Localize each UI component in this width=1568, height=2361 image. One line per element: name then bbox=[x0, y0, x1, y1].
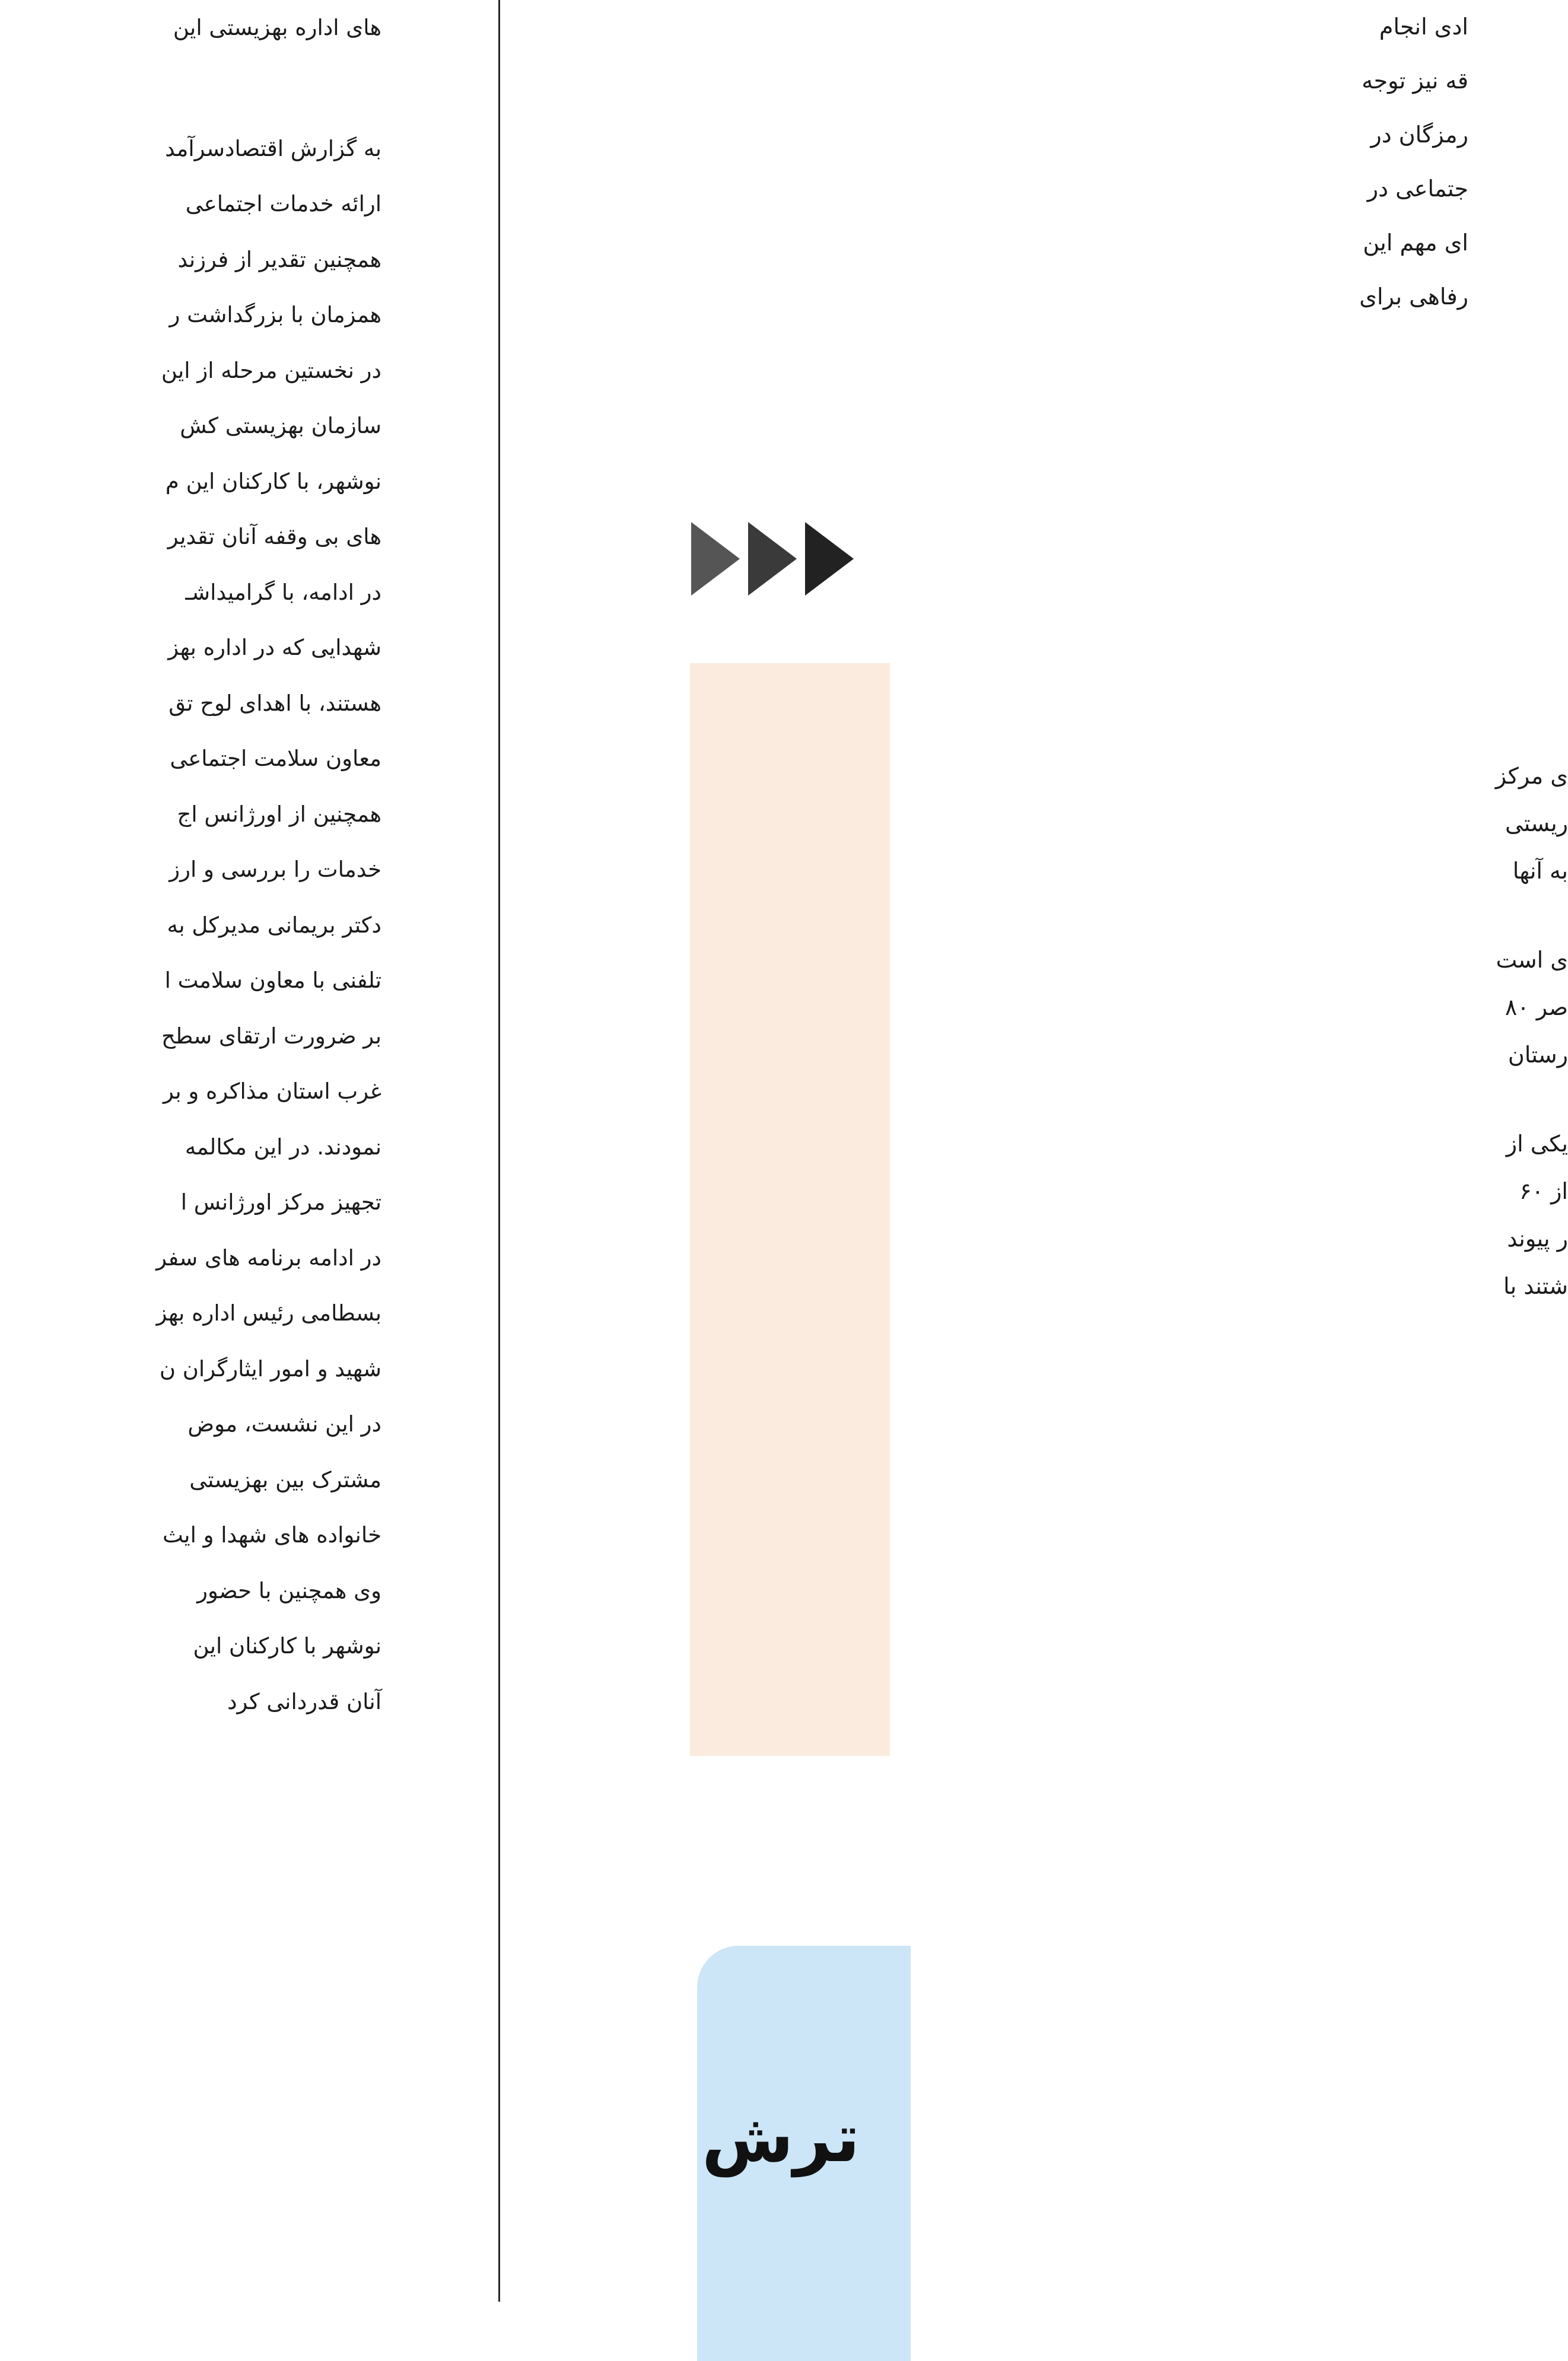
left-article-line: آنان قدردانی کرد bbox=[227, 1688, 381, 1714]
left-top-line: های اداره بهزیستی این bbox=[173, 15, 381, 40]
arrow-right-icon bbox=[691, 522, 740, 596]
left-article-line: نوشهر با کارکنان این bbox=[193, 1633, 381, 1659]
arrow-right-icon bbox=[748, 522, 797, 596]
left-column bbox=[0, 0, 495, 2302]
arrow-right-icon bbox=[805, 522, 854, 596]
left-article-line: تجهیز مرکز اورژانس ا bbox=[180, 1189, 381, 1215]
right-article-line: رفاهی برای bbox=[1359, 284, 1468, 310]
left-article-line: شهدایی که در اداره بهز bbox=[168, 635, 381, 660]
left-article-line: همچنین تقدیر از فرزند bbox=[177, 246, 381, 272]
left-article-line: نوشهر، با کارکنان این م bbox=[165, 468, 381, 494]
left-article-line: دکتر بریمانی مدیرکل به bbox=[167, 912, 381, 938]
left-article-line: وی همچنین با حضور bbox=[197, 1577, 381, 1603]
highlight-box-line: رستان bbox=[1507, 1042, 1568, 1068]
left-article-line: در نخستین مرحله از این bbox=[161, 357, 381, 383]
right-article-line: قه نیز توجه bbox=[1362, 68, 1468, 94]
left-article-line: مشترک بین بهزیستی bbox=[189, 1466, 381, 1493]
left-article-line: هستند، با اهدای لوح تق bbox=[168, 690, 381, 716]
left-article-line: ارائه خدمات اجتماعی bbox=[185, 191, 381, 217]
highlight-box-line: ریستی bbox=[1505, 810, 1568, 836]
left-article-line: بر ضرورت ارتقای سطح bbox=[161, 1023, 381, 1049]
highlight-box bbox=[690, 663, 1568, 1756]
right-article-line: رمزگان در bbox=[1370, 122, 1468, 148]
highlight-box-line: ی مرکز bbox=[1495, 763, 1568, 789]
right-article-line: ای مهم این bbox=[1363, 230, 1468, 256]
left-article-line: بسطامی رئیس اداره بهز bbox=[156, 1300, 381, 1326]
left-article bbox=[0, 0, 495, 1729]
left-article-line: خانواده های شهدا و ایث bbox=[162, 1522, 381, 1548]
left-article-line: در ادامه برنامه های سفر bbox=[156, 1245, 381, 1271]
left-article-line: به گزارش اقتصادسرآمد bbox=[165, 135, 381, 161]
left-article-line: معاون سلامت اجتماعی bbox=[170, 746, 381, 771]
highlight-box-line: ی است bbox=[1496, 947, 1568, 973]
highlight-box-line: شتند با bbox=[1503, 1273, 1568, 1299]
left-article-line: سازمان بهزیستی کش bbox=[180, 413, 381, 438]
left-article-line: در این نشست، موض bbox=[187, 1411, 381, 1437]
left-article-line: تلفنی با معاون سلامت ا bbox=[164, 968, 381, 993]
left-article-line: خدمات را بررسی و ارز bbox=[169, 857, 381, 882]
headline-fragment: ترش bbox=[702, 2100, 860, 2177]
left-article-line: در ادامه، با گرامیداشـ bbox=[185, 579, 381, 605]
highlight-box-line: از ۶۰ bbox=[1519, 1178, 1568, 1204]
left-article-line: های بی وقفه آنان تقدیر bbox=[167, 524, 381, 549]
left-article-line: غرب استان مذاکره و بر bbox=[163, 1078, 381, 1104]
left-article-line: نمودند. در این مکالمه bbox=[185, 1134, 381, 1160]
highlight-box-line: صر ۸۰ bbox=[1505, 994, 1568, 1020]
highlight-box-text bbox=[737, 752, 1568, 1310]
right-article-line: ادی انجام bbox=[1379, 14, 1468, 40]
left-article-line: همچنین از اورژانس اج bbox=[177, 801, 381, 827]
right-article-line: جتماعی در bbox=[1367, 176, 1468, 202]
left-article-line: همزمان با بزرگداشت ر bbox=[169, 302, 381, 327]
highlight-box-line: به آنها bbox=[1512, 858, 1568, 884]
right-article bbox=[638, 0, 1468, 324]
left-article-line: شهید و امور ایثارگران ن bbox=[159, 1355, 381, 1382]
right-column bbox=[500, 0, 1568, 2302]
highlight-box-line: یکی از bbox=[1506, 1131, 1568, 1157]
highlight-box-line: ر پیوند bbox=[1507, 1226, 1568, 1252]
section-arrows bbox=[691, 522, 854, 599]
